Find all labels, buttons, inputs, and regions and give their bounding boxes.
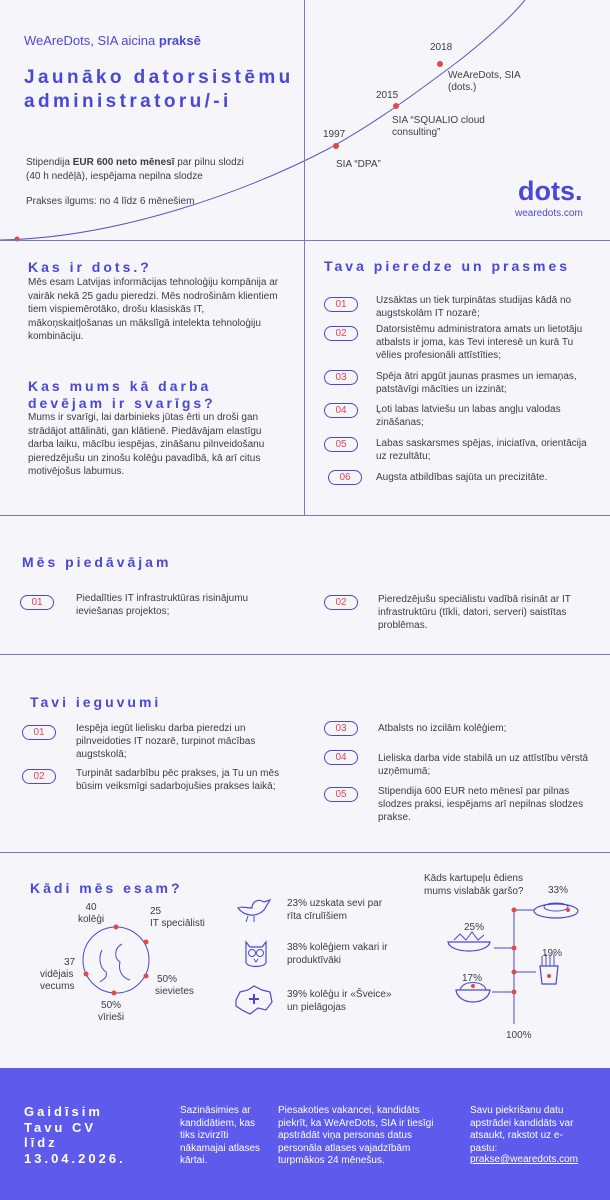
offer-item-02: Pieredzējušu speciālistu vadībā risināt ar IT infrastruktūru (tīkli, datori, serveri) saistītas problēmas. (378, 594, 571, 631)
consent-note: Piesakoties vakancei, kandidāts piekrīt, ka WeAreDots, SIA ir tiesīgi apstrādāt viņa personas datus personāla atlases vajadzībām turpmākos 24 mēnešus. (278, 1105, 434, 1166)
food-chart (426, 880, 596, 1040)
switzerland-icon (232, 984, 274, 1018)
experience-item-06: Augsta atbildības sajūta un precizitāte. (376, 472, 548, 483)
header-divider-vertical (304, 0, 305, 515)
fact-night-owls: 38% kolēģiem vakari ir produktīvāki (287, 942, 388, 966)
food-pct-potato-salad: 25% (464, 922, 485, 933)
stat-it-specialists: 25 IT speciālisti (150, 906, 205, 929)
bird-icon (234, 894, 274, 924)
experience-num-06: 06 (328, 470, 362, 485)
food-pct-fried-potatoes: 33% (548, 885, 569, 896)
email-link[interactable]: prakse@wearedots.com (470, 1154, 578, 1165)
benefits-item-05: Stipendija 600 EUR neto mēnesī par pilnas slodzes praksi, iespējams arī nepilnas slodzes prakse. (378, 786, 584, 823)
experience-item-04: Ļoti labas latviešu un labas angļu valodas zināšanas; (376, 404, 561, 428)
experience-item-03: Spēja ātri apgūt jaunas prasmes un iemaņas, patstāvīgi mācīties un izzināt; (376, 371, 577, 395)
benefits-title: Tavi ieguvumi (30, 694, 162, 710)
about-text: Mēs esam Latvijas informācijas tehnoloģiju kompānija ar vairāk nekā 25 gadu pieredzi. Mēs nodrošinām klientiem tiem vispiemērotāko, drošu klasiskās IT, mākoņskaitļošanas un mākslīgā intelekta tehnoloģiju kombināciju. (28, 277, 279, 342)
section-divider-3 (0, 852, 610, 853)
timeline-year-1997: 1997 (323, 129, 346, 140)
offer-item-01: Piedalīties IT infrastruktūras risinājumu ieviešanas projektos; (76, 593, 249, 617)
values-title: Kas mums kā darba devējam ir svarīgs? (28, 378, 216, 411)
timeline-label-2018: WeAreDots, SIA (dots.) (448, 70, 521, 93)
dots-url[interactable]: wearedots.com (515, 208, 583, 219)
benefits-item-03: Atbalsts no izcilām kolēģiem; (378, 723, 507, 734)
food-total: 100% (506, 1030, 532, 1041)
fact-switzerland: 39% kolēģu ir «Šveice» un pielāgojas (287, 989, 392, 1013)
benefits-num-03: 03 (324, 721, 358, 736)
experience-num-03: 03 (324, 370, 358, 385)
potato-salad-icon (448, 932, 490, 951)
header-divider-horizontal (0, 240, 610, 241)
timeline-label-2015: SIA “SQUALIO cloud consulting” (392, 115, 485, 138)
fact-early-birds: 23% uzskata sevi par rīta cīrulīšiem (287, 898, 383, 922)
withdraw-note: Savu piekrišanu datu apstrādei kandidāts var atsaukt, rakstot uz e-pastu: (470, 1105, 574, 1154)
fried-potatoes-plate-icon (534, 903, 578, 918)
timeline-year-2018: 2018 (430, 42, 453, 53)
food-pct-mashed: 17% (462, 973, 483, 984)
experience-title: Tava pieredze un prasmes (324, 258, 571, 274)
who-title: Kādi mēs esam? (30, 880, 183, 896)
stipend-info: Stipendija EUR 600 neto mēnesī par pilnu slodzi (40 h nedēļā), iespējama nepilna slodze (26, 157, 244, 182)
food-pct-fries: 19% (542, 948, 563, 959)
experience-num-02: 02 (324, 326, 358, 341)
footer (0, 1068, 610, 1200)
experience-num-01: 01 (324, 297, 358, 312)
benefits-num-05: 05 (324, 787, 358, 802)
experience-item-05: Labas saskarsmes spējas, iniciatīva, orientācija uz rezultātu; (376, 438, 587, 462)
duration-info: Prakses ilgums: no 4 līdz 6 mēnešiem (26, 196, 195, 207)
timeline-dot-1997 (333, 143, 339, 149)
timeline-dot-2018 (437, 61, 443, 67)
benefits-item-01: Iespēja iegūt lielisku darba pieredzi un pilnveidoties IT nozarē, turpinot mācības augstskolā; (76, 723, 256, 760)
benefits-num-01: 01 (22, 725, 56, 740)
benefits-item-04: Lieliska darba vide stabilā un uz attīstību vērstā uzņēmumā; (378, 753, 589, 777)
page-title: Jaunāko datorsistēmu administratoru/-i (24, 67, 294, 112)
benefits-num-04: 04 (324, 750, 358, 765)
values-text: Mums ir svarīgi, lai darbinieks jūtas ērti un droši gan strādājot attālināti, gan klātienē. Piedāvājam elastīgu darba laiku, mācību iespējas, zināšanu pilnveidošanu pieredzējušu un zinošu kolēģu pavadībā, kā arī citus motivējošus labumus. (28, 412, 265, 477)
section-divider-1 (0, 515, 610, 516)
food-question: Kāds kartupeļu ēdiens mums vislabāk garšo? (424, 873, 524, 897)
deadline-text: Gaidīsim Tavu CV līdz 13.04.2026. (24, 1104, 126, 1166)
timeline-dot-2015 (393, 103, 399, 109)
experience-num-05: 05 (324, 437, 358, 452)
stat-women: 50% sievietes (155, 974, 194, 997)
timeline-label-1997: SIA “DPA” (336, 159, 381, 170)
benefits-item-02: Turpināt sadarbību pēc prakses, ja Tu un mēs būsim veiksmīgi sadarbojušies prakses laikā; (76, 768, 280, 792)
offer-title: Mēs piedāvājam (22, 554, 172, 570)
experience-num-04: 04 (324, 403, 358, 418)
stat-colleagues: 40 kolēģi (78, 902, 105, 925)
experience-item-02: Datorsistēmu administratora amats un lietotāju atbalsts ir joma, kas Tevi interesē un kurā Tu vēlies profesionāli attīstīties; (376, 324, 583, 361)
timeline-year-2015: 2015 (376, 90, 399, 101)
team-circle-graphic (78, 922, 158, 1002)
contact-note: Sazināsimies ar kandidātiem, kas tiks izvirzīti nākamajai atlases kārtai. (180, 1105, 261, 1166)
section-divider-2 (0, 654, 610, 655)
company-line: WeAreDots, SIA aicina praksē (24, 33, 201, 48)
about-title: Kas ir dots.? (28, 259, 152, 275)
stat-men: 50% vīrieši (98, 1000, 125, 1023)
dots-logo: dots. (518, 176, 583, 206)
offer-num-02: 02 (324, 595, 358, 610)
benefits-num-02: 02 (22, 769, 56, 784)
offer-num-01: 01 (20, 595, 54, 610)
stat-average-age: 37 vidējais vecums (40, 957, 76, 992)
owl-icon (240, 938, 272, 972)
experience-item-01: Uzsāktas un tiek turpinātas studijas kādā no augstskolām IT nozarē; (376, 295, 572, 319)
